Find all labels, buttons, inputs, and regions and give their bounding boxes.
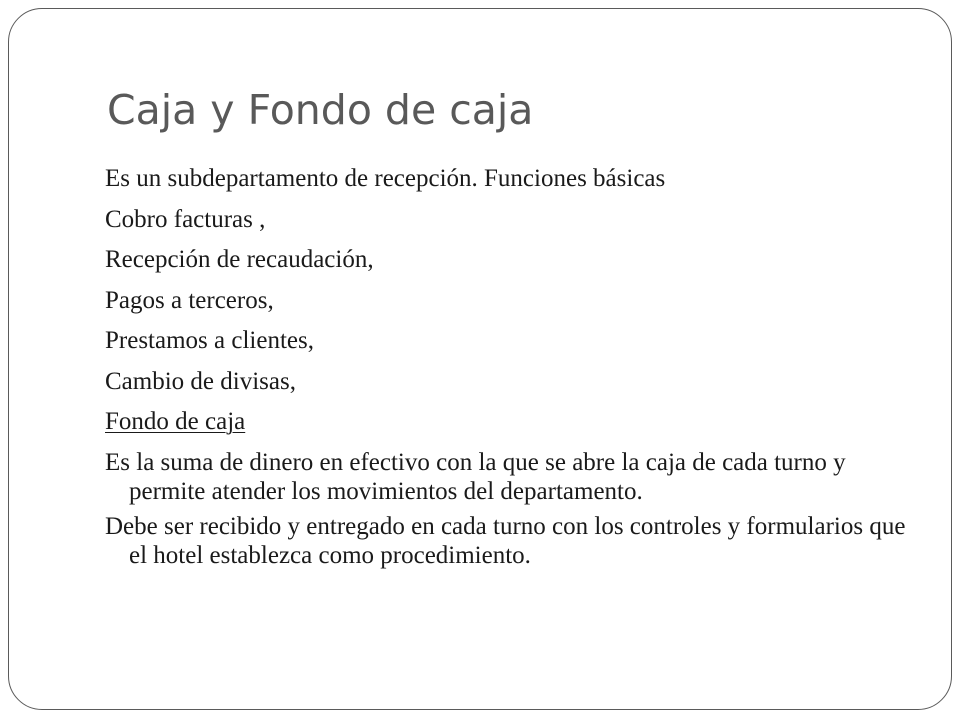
body-paragraph-cambio-divisas: Cambio de divisas,	[105, 367, 296, 395]
body-paragraph-procedimiento: Debe ser recibido y entregado en cada turno con los controles y formularios que el hotel establezca como procedimiento.	[105, 513, 906, 569]
section-heading-fondo-de-caja	[105, 402, 920, 443]
section-heading-label: Fondo de caja	[105, 408, 246, 435]
slide-title: Caja y Fondo de caja	[107, 86, 534, 134]
slide-body	[105, 159, 920, 576]
body-paragraph-pagos-terceros: Pagos a terceros,	[105, 286, 274, 314]
body-paragraph-prestamos-clientes: Prestamos a clientes,	[105, 327, 314, 354]
body-paragraph-intro: Es un subdepartamento de recepción. Funciones básicas	[105, 165, 666, 192]
body-paragraph-recepcion-recaudacion: Recepción de recaudación,	[105, 246, 374, 273]
body-paragraph-definicion: Es la suma de dinero en efectivo con la que se abre la caja de cada turno y permite atender los movimientos del departamento.	[105, 449, 846, 505]
body-paragraph-cobro-facturas: Cobro facturas ,	[105, 205, 266, 233]
